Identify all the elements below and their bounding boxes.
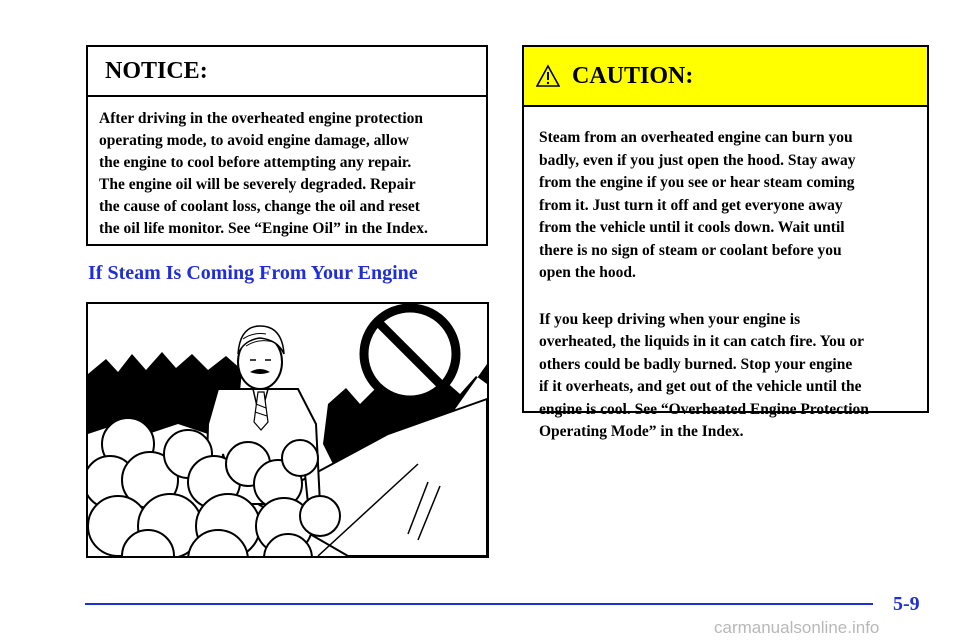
steam-illustration bbox=[86, 302, 489, 558]
caution-line: from it. Just turn it off and get everyone away bbox=[539, 196, 843, 214]
caution-line: If you keep driving when your engine is bbox=[539, 310, 801, 328]
caution-text bbox=[524, 107, 927, 444]
caution-line: Operating Mode” in the Index. bbox=[539, 423, 744, 440]
caution-line: from the engine if you see or hear steam coming bbox=[539, 174, 855, 191]
caution-line: Steam from an overheated engine can burn you bbox=[539, 129, 853, 146]
caution-line: overheated, the liquids in it can catch fire. You or bbox=[539, 333, 865, 350]
page-number: 5-9 bbox=[893, 593, 920, 615]
caution-box bbox=[522, 45, 929, 440]
caution-header bbox=[524, 47, 927, 107]
notice-text bbox=[88, 97, 486, 240]
notice-line: the cause of coolant loss, change the oil and reset bbox=[99, 198, 420, 215]
notice-line: The engine oil will be severely degraded. Repair bbox=[99, 176, 416, 193]
notice-line: operating mode, to avoid engine damage, allow bbox=[99, 132, 409, 149]
caution-title: CAUTION: bbox=[572, 62, 694, 89]
notice-line: After driving in the overheated engine protection bbox=[99, 110, 424, 127]
caution-line: badly, even if you just open the hood. Stay away bbox=[539, 151, 856, 169]
notice-title: NOTICE: bbox=[105, 57, 208, 84]
warning-triangle-icon bbox=[536, 64, 560, 88]
caution-line: from the vehicle until it cools down. Wait until bbox=[539, 219, 845, 236]
caution-line: there is no sign of steam or coolant before you bbox=[539, 241, 842, 259]
footer-rule bbox=[85, 603, 873, 605]
section-title: If Steam Is Coming From Your Engine bbox=[88, 262, 418, 284]
caution-line: others could be badly burned. Stop your engine bbox=[539, 355, 853, 373]
notice-header bbox=[88, 47, 486, 97]
caution-line: open the hood. bbox=[539, 264, 636, 281]
notice-line: the oil life monitor. See “Engine Oil” in the Index. bbox=[99, 220, 428, 237]
notice-line: the engine to cool before attempting any repair. bbox=[99, 154, 412, 171]
watermark: carmanualsonline.info bbox=[714, 618, 880, 637]
notice-box bbox=[86, 45, 488, 246]
caution-line: engine is cool. See “Overheated Engine Protection bbox=[539, 400, 869, 418]
no-symbol-icon bbox=[364, 308, 456, 400]
caution-line: if it overheats, and get out of the vehicle until the bbox=[539, 378, 862, 395]
steam-drawing bbox=[88, 304, 487, 556]
